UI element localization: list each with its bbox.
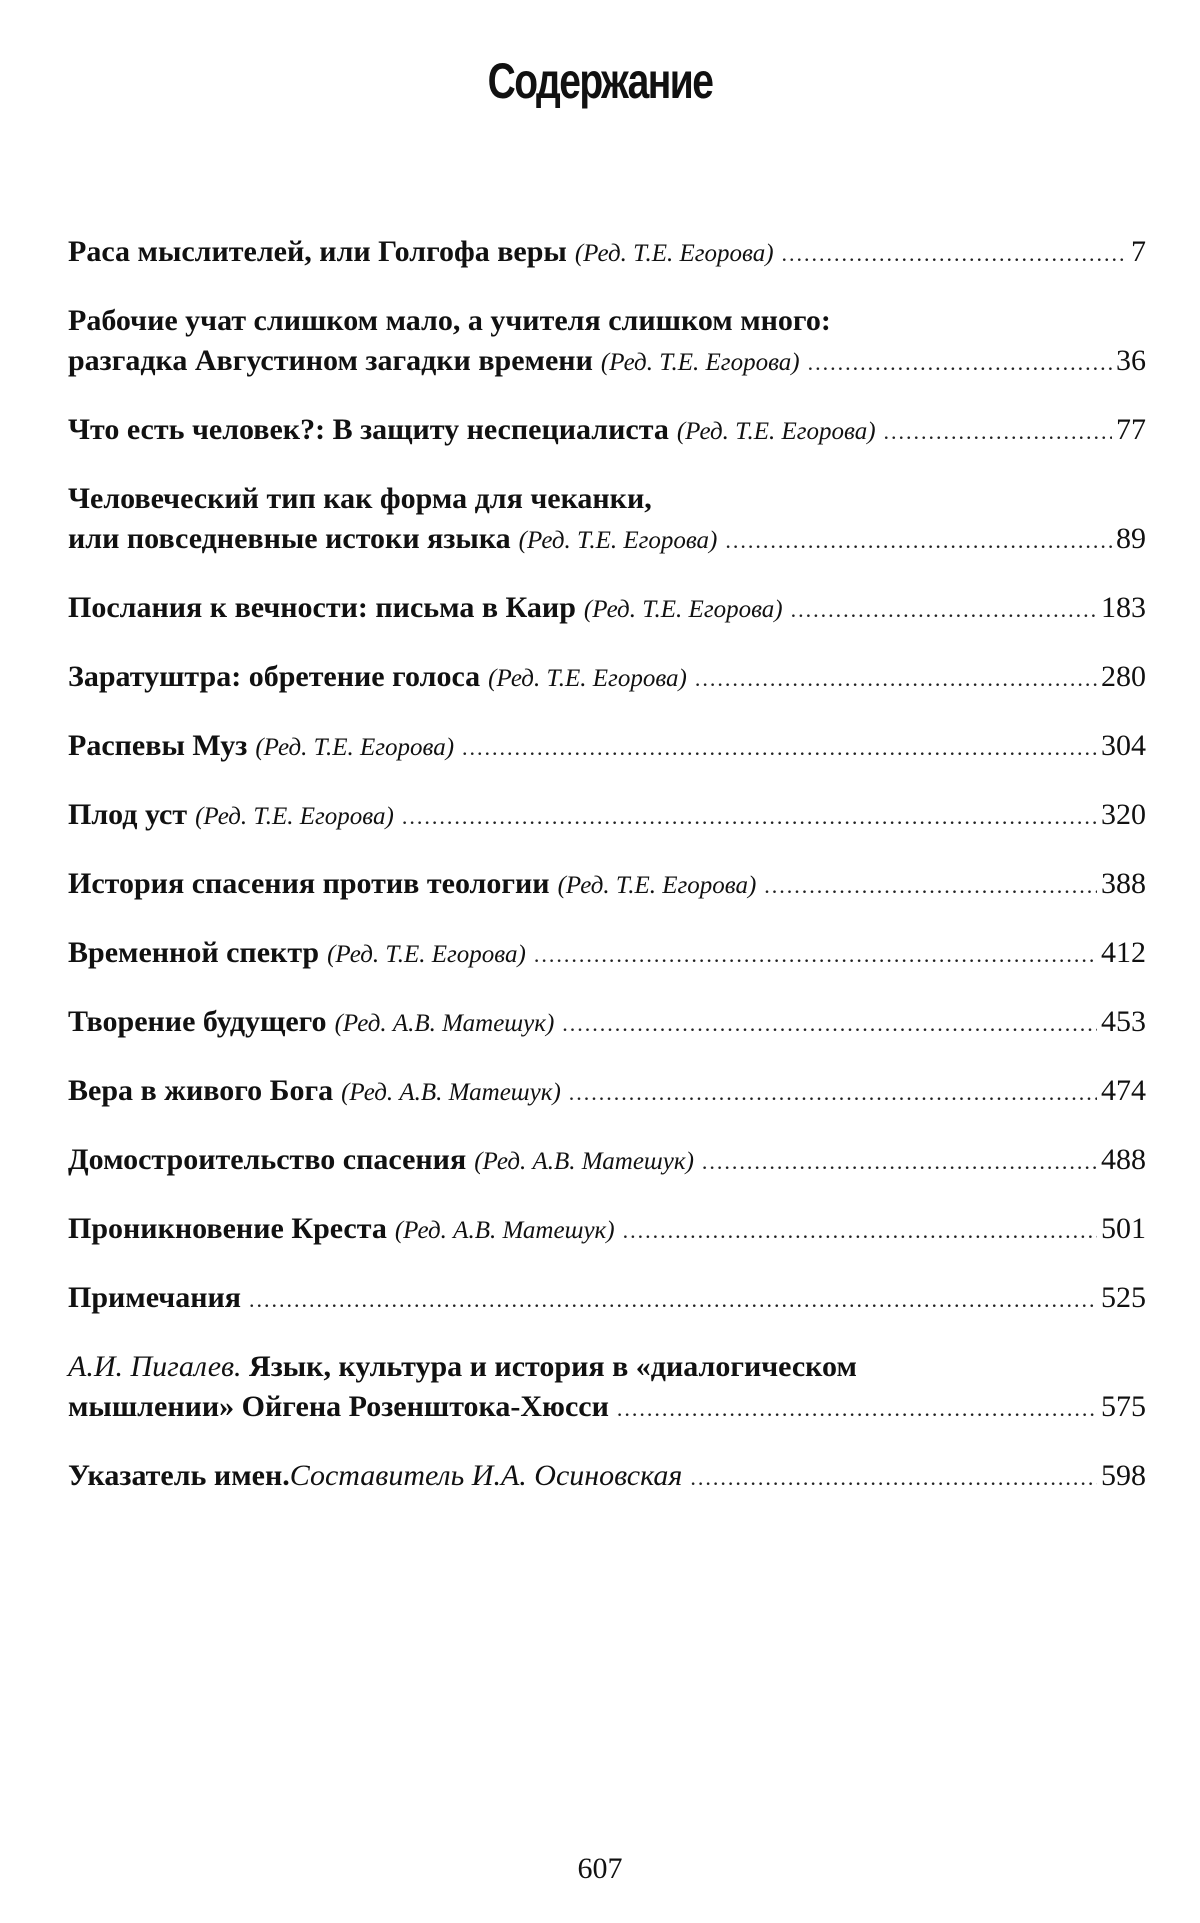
index-label: Указатель имен. — [68, 1459, 290, 1492]
toc-entry-lastline — [68, 1209, 1146, 1251]
toc-entry-title: или повседневные истоки языка — [68, 522, 511, 555]
essay-title-end: мышлении» Ойгена Розенштока-Хюсси — [68, 1390, 609, 1423]
toc-entry-editor: (Ред. Т.Е. Егорова) — [518, 527, 718, 554]
dot-leader — [884, 412, 1112, 452]
toc-entry-title: Распевы Муз — [68, 729, 248, 762]
toc-entry — [68, 1278, 1146, 1320]
toc-entry-editor: (Ред. Т.Е. Егорова) — [255, 734, 455, 761]
toc-entry-title: Человеческий тип как форма для чеканки, — [68, 482, 652, 515]
toc-entry-lastline — [68, 519, 1146, 561]
toc-entry-title: разгадка Августином загадки времени — [68, 344, 593, 377]
toc-entry — [68, 301, 1146, 383]
toc-entry — [68, 1002, 1146, 1044]
toc-entry-title: Проникновение Креста — [68, 1212, 387, 1245]
toc-entry-editor: (Ред. Т.Е. Егорова) — [557, 872, 757, 899]
toc-entry-title: Рабочие учат слишком мало, а учителя слишком много: — [68, 304, 831, 337]
dot-leader — [782, 234, 1127, 274]
toc-entry-title: Что есть человек?: В защиту неспециалиста — [68, 413, 669, 446]
toc-entry-lastline — [68, 933, 1146, 975]
toc-page-number: 89 — [1116, 522, 1146, 555]
toc-entry-title: Послания к вечности: письма в Каир — [68, 591, 576, 624]
toc-entry — [68, 726, 1146, 768]
dot-leader — [695, 659, 1097, 699]
dot-leader — [764, 866, 1097, 906]
toc-entry-title: Творение будущего — [68, 1005, 327, 1038]
toc-page-number: 474 — [1101, 1074, 1146, 1107]
toc-entry-title: Заратуштра: обретение голоса — [68, 660, 481, 693]
dot-leader — [808, 343, 1112, 383]
toc-entry-title: Домостроительство спасения — [68, 1143, 467, 1176]
toc-entry-essay — [68, 1347, 1146, 1429]
toc-entry — [68, 657, 1146, 699]
toc-page-number: 488 — [1101, 1143, 1146, 1176]
essay-author: А.И. Пигалев. — [68, 1350, 242, 1383]
toc-page-number: 280 — [1101, 660, 1146, 693]
toc-entry-editor: (Ред. А.В. Матешук) — [341, 1079, 561, 1106]
toc-page-number: 501 — [1101, 1212, 1146, 1245]
toc-entry-lastline — [68, 1002, 1146, 1044]
toc-entry-line — [68, 479, 1146, 519]
toc-page-number: 453 — [1101, 1005, 1146, 1038]
toc-entry-editor: (Ред. Т.Е. Егорова) — [600, 349, 800, 376]
toc-entry — [68, 864, 1146, 906]
essay-title-part: Язык, культура и история в «диалогическом — [241, 1350, 857, 1383]
toc-entry-line — [68, 301, 1146, 341]
page-title: Содержание — [487, 53, 713, 109]
toc-entry-lastline — [68, 726, 1146, 768]
toc-entry-lastline — [68, 795, 1146, 837]
toc-page-number: 183 — [1101, 591, 1146, 624]
toc-page-number: 77 — [1116, 413, 1146, 446]
toc-entry — [68, 479, 1146, 561]
toc-entry — [68, 588, 1146, 630]
dot-leader — [702, 1142, 1097, 1182]
toc-entry — [68, 933, 1146, 975]
toc-entry-editor: (Ред. Т.Е. Егорова) — [327, 941, 526, 968]
toc-entry — [68, 1140, 1146, 1182]
table-of-contents — [68, 232, 1146, 1525]
toc-entry-title: Раса мыслителей, или Голгофа веры — [68, 235, 567, 268]
dot-leader — [617, 1389, 1097, 1429]
toc-entry-lastline — [68, 1387, 1146, 1429]
dot-leader — [791, 590, 1097, 630]
toc-page-number: 598 — [1101, 1459, 1146, 1492]
dot-leader — [690, 1458, 1097, 1498]
toc-entry — [68, 232, 1146, 274]
toc-entry-editor: (Ред. А.В. Матешук) — [474, 1148, 694, 1175]
toc-entry — [68, 795, 1146, 837]
toc-entry-lastline — [68, 1456, 1146, 1498]
toc-entry-line — [68, 1347, 1146, 1387]
toc-page-number: 525 — [1101, 1281, 1146, 1314]
dot-leader — [402, 797, 1097, 837]
dot-leader — [562, 1004, 1097, 1044]
toc-entry-editor: (Ред. Т.Е. Егорова) — [195, 803, 394, 830]
toc-entry-editor: (Ред. Т.Е. Егорова) — [583, 596, 783, 623]
toc-entry — [68, 1071, 1146, 1113]
toc-entry-title: Примечания — [68, 1281, 242, 1314]
toc-entry-lastline — [68, 232, 1146, 274]
toc-entry-editor: (Ред. А.В. Матешук) — [334, 1010, 555, 1037]
toc-entry-lastline — [68, 588, 1146, 630]
toc-entry-title: Плод уст — [68, 798, 188, 831]
toc-entry-lastline — [68, 1140, 1146, 1182]
toc-entry-lastline — [68, 1278, 1146, 1320]
toc-entry-title: Временной спектр — [68, 936, 320, 969]
toc-page-number: 412 — [1101, 936, 1146, 969]
toc-entry-lastline — [68, 1071, 1146, 1113]
toc-page-number: 7 — [1131, 235, 1146, 268]
toc-entry-editor: (Ред. Т.Е. Егорова) — [488, 665, 687, 692]
toc-entry-editor: (Ред. А.В. Матешук) — [394, 1217, 615, 1244]
toc-page-number: 304 — [1101, 729, 1146, 762]
toc-entry-editor: (Ред. Т.Е. Егорова) — [574, 240, 774, 267]
toc-page-number: 320 — [1101, 798, 1146, 831]
toc-page-number: 575 — [1101, 1390, 1146, 1423]
index-compiler: Составитель И.А. Осиновская — [289, 1459, 683, 1492]
toc-entry-title: Вера в живого Бога — [68, 1074, 334, 1107]
dot-leader — [249, 1280, 1097, 1320]
folio-page-number: 607 — [577, 1852, 623, 1885]
toc-entry-lastline — [68, 410, 1146, 452]
dot-leader — [462, 728, 1097, 768]
dot-leader — [725, 521, 1112, 561]
toc-entry — [68, 410, 1146, 452]
dot-leader — [534, 935, 1097, 975]
dot-leader — [569, 1073, 1097, 1113]
dot-leader — [623, 1211, 1097, 1251]
toc-entry-title: История спасения против теологии — [68, 867, 550, 900]
toc-page-number: 388 — [1101, 867, 1146, 900]
toc-entry-lastline — [68, 657, 1146, 699]
toc-entry — [68, 1209, 1146, 1251]
toc-entry-editor: (Ред. Т.Е. Егорова) — [676, 418, 876, 445]
toc-entry-lastline — [68, 341, 1146, 383]
toc-page-number: 36 — [1116, 344, 1146, 377]
toc-entry-index — [68, 1456, 1146, 1498]
toc-entry-lastline — [68, 864, 1146, 906]
